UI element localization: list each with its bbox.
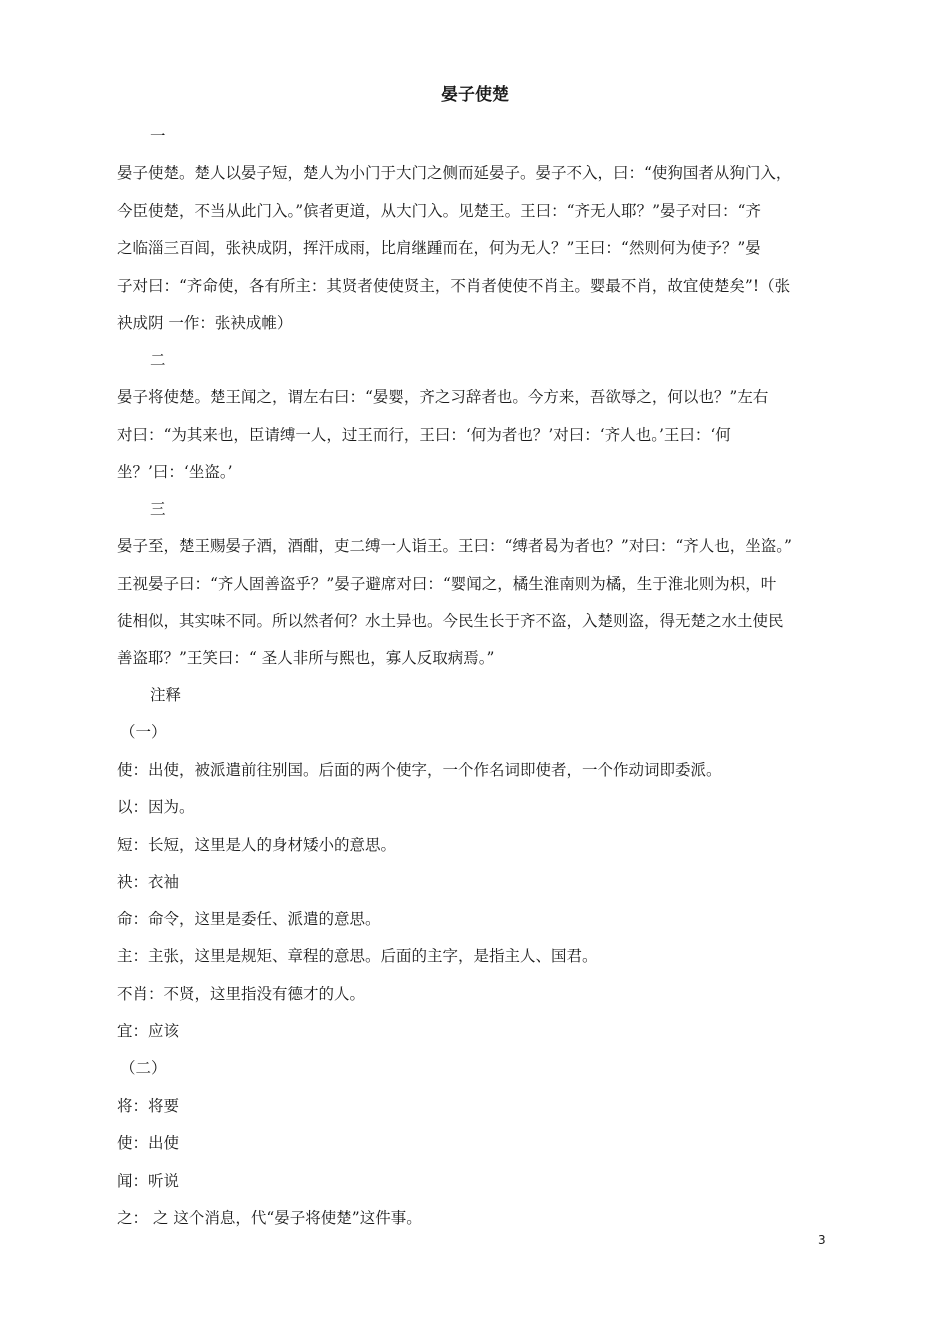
notes-group-2: （二） <box>120 1059 167 1077</box>
text-line: 对曰：“为其来也，臣请缚一人，过王而行，王曰：‘何为者也？’对曰：‘齐人也。’王曰：‘何 <box>117 426 731 444</box>
note-line: 主：主张，这里是规矩、章程的意思。后面的主字，是指主人、国君。 <box>117 947 598 965</box>
note-line: 以：因为。 <box>117 798 195 816</box>
text-line: 袂成阴 一作：张袂成帷） <box>117 314 293 332</box>
text-line: 晏子使楚。楚人以晏子短，楚人为小门于大门之侧而延晏子。晏子不入，曰：“使狗国者从狗门入， <box>117 164 792 182</box>
text-line: 今臣使楚，不当从此门入。”傧者更道，从大门入。见楚王。王曰：“齐无人耶？”晏子对曰：“齐 <box>117 202 761 220</box>
note-line: 宜：应该 <box>117 1022 180 1040</box>
page-title: 晏子使楚 <box>441 85 509 105</box>
note-line: 将：将要 <box>117 1097 180 1115</box>
text-line: 晏子将使楚。楚王闻之，谓左右曰：“晏婴，齐之习辞者也。今方来，吾欲辱之，何以也？”左右 <box>117 388 769 406</box>
text-line: 之临淄三百闾，张袂成阴，挥汗成雨，比肩继踵而在，何为无人？”王曰：“然则何为使予？”晏 <box>117 239 761 257</box>
note-line: 之： 之 这个消息，代“晏子将使楚”这件事。 <box>117 1209 422 1227</box>
text-line: 徒相似，其实味不同。所以然者何？水土异也。今民生长于齐不盗，入楚则盗，得无楚之水土使民 <box>117 612 784 630</box>
text-line: 坐？’曰：‘坐盗。’ <box>117 463 233 481</box>
note-line: 闻：听说 <box>117 1172 180 1190</box>
note-line: 命：命令，这里是委任、派遣的意思。 <box>117 910 381 928</box>
notes-heading: 注释 <box>150 686 182 704</box>
note-line: 袂：衣袖 <box>117 873 180 891</box>
note-line: 使：出使 <box>117 1134 180 1152</box>
section-number-3: 三 <box>150 500 166 518</box>
text-line: 善盗耶？”王笑曰：“ 圣人非所与熙也，寡人反取病焉。” <box>117 649 495 667</box>
section-number-2: 二 <box>150 351 166 369</box>
page-number: 3 <box>818 1233 826 1247</box>
text-line: 子对曰：“齐命使，各有所主：其贤者使使贤主，不肖者使使不肖主。婴最不肖，故宜使楚矣”!（张 <box>117 277 791 295</box>
text-line: 王视晏子曰：“齐人固善盗乎？”晏子避席对曰：“婴闻之，橘生淮南则为橘，生于淮北则为枳，叶 <box>117 575 777 593</box>
note-line: 使：出使，被派遣前往别国。后面的两个使字，一个作名词即使者，一个作动词即委派。 <box>117 761 722 779</box>
text-line: 晏子至，楚王赐晏子酒，酒酣，吏二缚一人诣王。王曰：“缚者曷为者也？”对曰：“齐人也，坐盗。” <box>117 537 792 555</box>
section-number-1: 一 <box>150 127 166 145</box>
notes-group-1: （一） <box>120 723 167 741</box>
note-line: 不肖：不贤，这里指没有德才的人。 <box>117 985 366 1003</box>
note-line: 短：长短，这里是人的身材矮小的意思。 <box>117 836 397 854</box>
